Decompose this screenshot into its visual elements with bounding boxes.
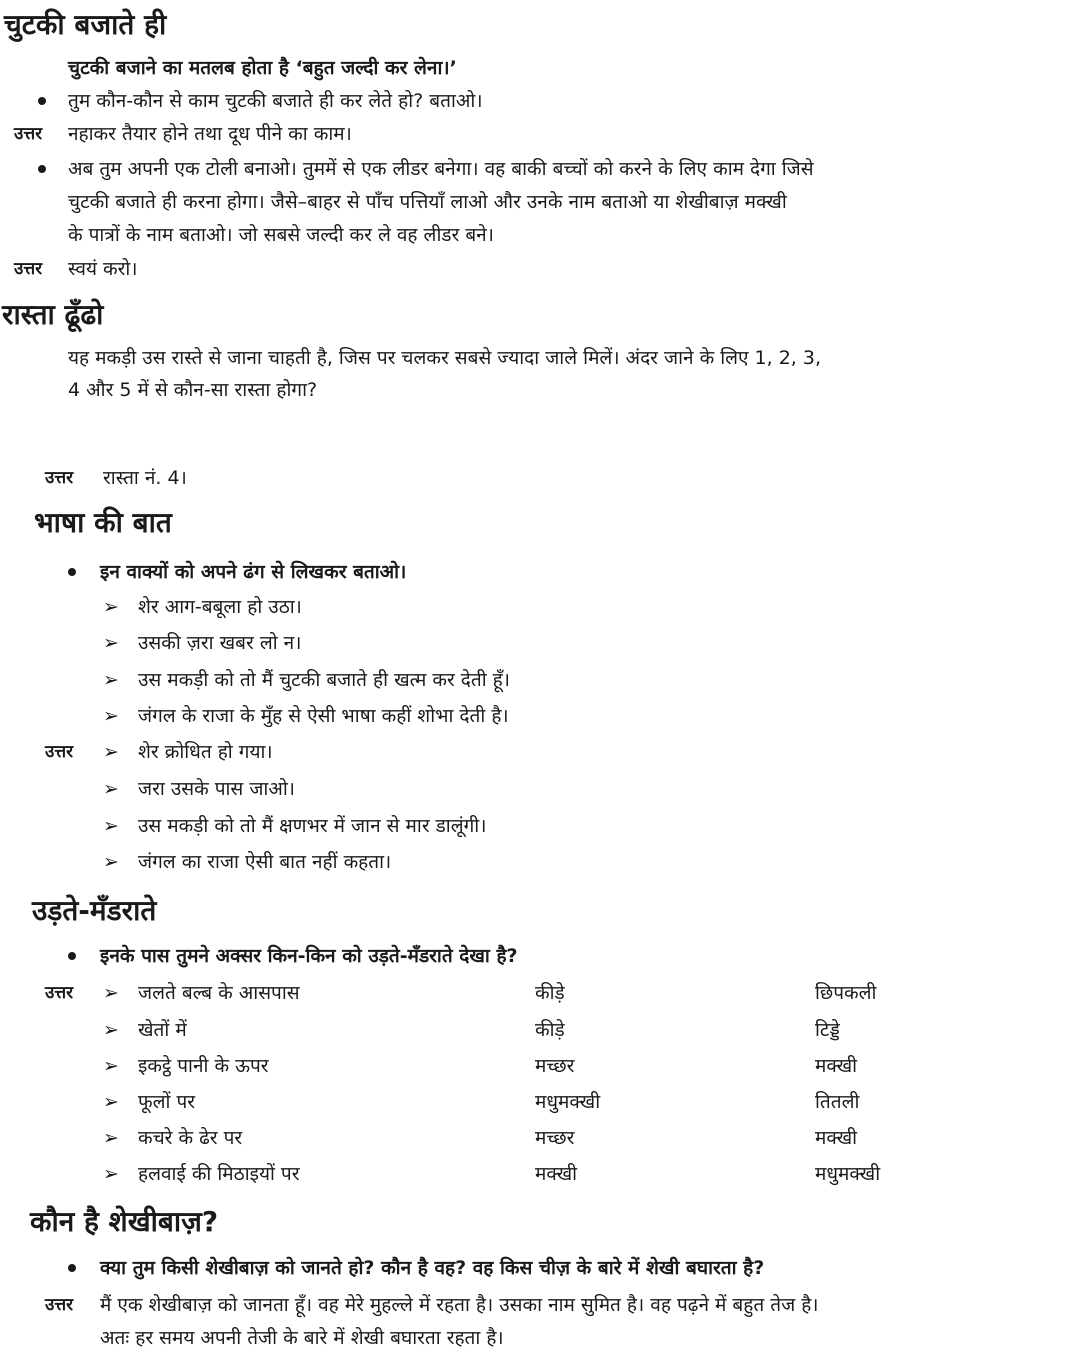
answer-item: जरा उसके पास जाओ।	[138, 778, 295, 800]
answer-label: उत्तर	[14, 259, 43, 279]
answer-label: उत्तर	[45, 1295, 74, 1315]
arrow-icon: ➢	[103, 705, 119, 727]
insect-cell: मक्खी	[815, 1127, 858, 1149]
insect-cell: टिड्डे	[815, 1019, 840, 1041]
arrow-icon: ➢	[103, 778, 119, 800]
question-text: चुटकी बजाते ही करना होगा। जैसे–बाहर से पाँच पत्तियाँ लाओ और उनके नाम बताओ या शेखीबाज़ मक्खी	[68, 191, 787, 213]
arrow-icon: ➢	[103, 1127, 119, 1149]
list-item: उस मकड़ी को तो मैं चुटकी बजाते ही खत्म कर देती हूँ।	[138, 669, 510, 691]
question-text: के पात्रों के नाम बताओ। जो सबसे जल्दी कर ले वह लीडर बने।	[68, 224, 494, 246]
arrow-icon: ➢	[103, 815, 119, 837]
arrow-icon: ➢	[103, 1091, 119, 1113]
answer-item: जंगल का राजा ऐसी बात नहीं कहता।	[138, 851, 392, 873]
list-item: शेर आग-बबूला हो उठा।	[138, 596, 302, 618]
answer-label: उत्तर	[45, 983, 74, 1003]
answer-label: उत्तर	[14, 124, 43, 144]
answer-text: नहाकर तैयार होने तथा दूध पीने का काम।	[68, 123, 352, 145]
arrow-icon: ➢	[103, 596, 119, 618]
arrow-icon: ➢	[103, 669, 119, 691]
arrow-icon: ➢	[103, 1055, 119, 1077]
bullet-icon	[38, 165, 46, 173]
intro-text: चुटकी बजाने का मतलब होता है ‘बहुत जल्दी कर लेना।’	[68, 57, 457, 79]
answer-text: मैं एक शेखीबाज़ को जानता हूँ। वह मेरे मुहल्ले में रहता है। उसका नाम सुमित है। वह पढ़ने में बहुत तेज है।	[100, 1294, 819, 1316]
insect-cell: मच्छर	[535, 1055, 575, 1077]
place-cell: फूलों पर	[138, 1091, 196, 1113]
insect-cell: मक्खी	[535, 1163, 578, 1185]
heading-chutki-bajate-hi: चुटकी बजाते ही	[4, 8, 167, 41]
answer-label: उत्तर	[45, 468, 74, 488]
heading-kaun-hai-shekhibaaz: कौन है शेखीबाज़?	[30, 1205, 219, 1238]
bullet-icon	[68, 952, 76, 960]
heading-rasta-dhundho: रास्ता ढूँढो	[2, 298, 104, 331]
insect-cell: मधुमक्खी	[815, 1163, 881, 1185]
place-cell: इकट्ठे पानी के ऊपर	[138, 1055, 269, 1077]
insect-cell: मधुमक्खी	[535, 1091, 601, 1113]
arrow-icon: ➢	[103, 851, 119, 873]
place-cell: जलते बल्ब के आसपास	[138, 982, 300, 1004]
answer-text: अतः हर समय अपनी तेजी के बारे में शेखी बघारता रहता है।	[100, 1327, 504, 1349]
place-cell: खेतों में	[138, 1019, 187, 1041]
arrow-icon: ➢	[103, 1163, 119, 1185]
answer-text: रास्ता नं. 4।	[103, 467, 187, 489]
insect-cell: कीड़े	[535, 982, 565, 1004]
bullet-icon	[68, 1264, 76, 1272]
question-text: इनके पास तुमने अक्सर किन-किन को उड़ते-मँडराते देखा है?	[100, 945, 518, 967]
insect-cell: मच्छर	[535, 1127, 575, 1149]
arrow-icon: ➢	[103, 741, 119, 763]
question-text: तुम कौन-कौन से काम चुटकी बजाते ही कर लेते हो? बताओ।	[68, 90, 483, 112]
answer-item: शेर क्रोधित हो गया।	[138, 741, 273, 763]
question-text: क्या तुम किसी शेखीबाज़ को जानते हो? कौन है वह? वह किस चीज़ के बारे में शेखी बघारता है?	[100, 1257, 765, 1279]
answer-item: उस मकड़ी को तो मैं क्षणभर में जान से मार डालूंगी।	[138, 815, 487, 837]
insect-cell: छिपकली	[815, 982, 877, 1004]
heading-bhasha-ki-baat: भाषा की बात	[34, 506, 172, 539]
arrow-icon: ➢	[103, 1019, 119, 1041]
list-item: उसकी ज़रा खबर लो न।	[138, 632, 302, 654]
bullet-icon	[38, 97, 46, 105]
answer-text: स्वयं करो।	[68, 258, 138, 280]
arrow-icon: ➢	[103, 982, 119, 1004]
heading-udte-mandrate: उड़ते-मँडराते	[32, 894, 157, 927]
place-cell: हलवाई की मिठाइयों पर	[138, 1163, 300, 1185]
insect-cell: तितली	[815, 1091, 860, 1113]
question-text: 4 और 5 में से कौन-सा रास्ता होगा?	[68, 379, 318, 401]
question-text: अब तुम अपनी एक टोली बनाओ। तुममें से एक लीडर बनेगा। वह बाकी बच्चों को करने के लिए काम देगा जिसे	[68, 158, 814, 180]
list-item: जंगल के राजा के मुँह से ऐसी भाषा कहीं शोभा देती है।	[138, 705, 509, 727]
bullet-icon	[68, 568, 76, 576]
question-text: इन वाक्यों को अपने ढंग से लिखकर बताओ।	[100, 561, 407, 583]
answer-label: उत्तर	[45, 742, 74, 762]
question-text: यह मकड़ी उस रास्ते से जाना चाहती है, जिस पर चलकर सबसे ज्यादा जाले मिलें। अंदर जाने के लिए 1, 2, 3,	[68, 347, 822, 369]
insect-cell: कीड़े	[535, 1019, 565, 1041]
place-cell: कचरे के ढेर पर	[138, 1127, 243, 1149]
arrow-icon: ➢	[103, 632, 119, 654]
insect-cell: मक्खी	[815, 1055, 858, 1077]
